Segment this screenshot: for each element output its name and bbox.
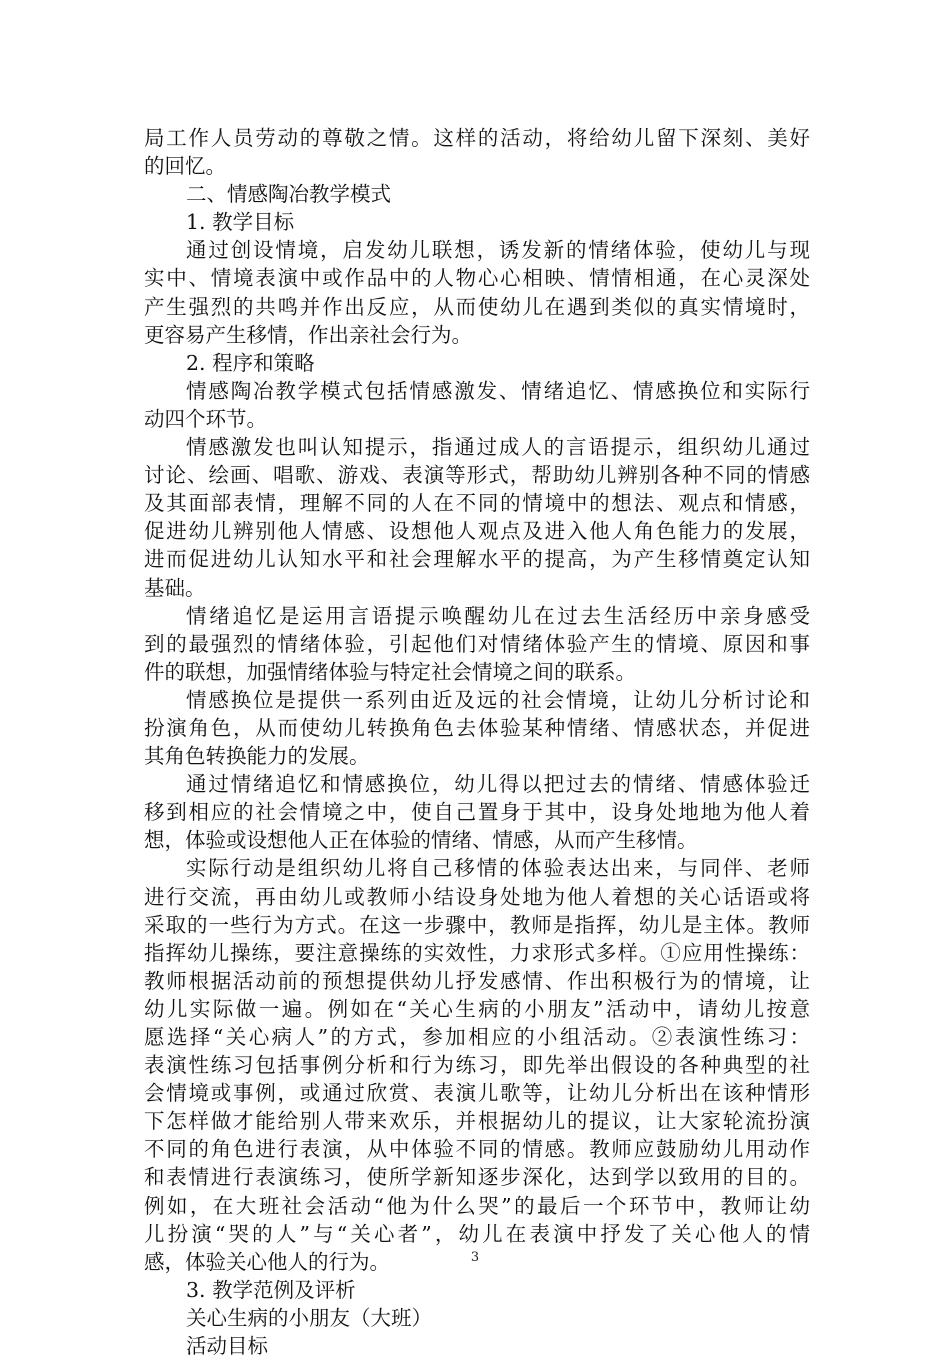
text-line: 指挥幼儿操练，要注意操练的实效性，力求形式多样。①应用性操练：	[144, 940, 810, 965]
text-line: 2. 程序和策略	[186, 350, 315, 375]
text-line: 通过创设情境，启发幼儿联想，诱发新的情绪体验，使幼儿与现	[186, 238, 810, 263]
text-line: 促进幼儿辨别他人情感、设想他人观点及进入他人角色能力的发展，	[144, 519, 810, 544]
text-line: 会情境或事例，或通过欣赏、表演儿歌等，让幼儿分析出在该种情形	[144, 1081, 810, 1106]
text-line: 局工作人员劳动的尊敬之情。这样的活动，将给幼儿留下深刻、美好	[144, 126, 810, 150]
text-line: 进行交流，再由幼儿或教师小结设身处地为他人着想的关心话语或将	[144, 884, 810, 909]
text-line: 想，体验或设想他人正在体验的情绪、情感，从而产生移情。	[144, 828, 698, 853]
text-line: 的回忆。	[144, 154, 226, 179]
text-line: 动四个环节。	[144, 406, 267, 431]
text-line: 及其面部表情，理解不同的人在不同的情境中的想法、观点和情感，	[144, 491, 810, 516]
text-line: 教师根据活动前的预想提供幼儿抒发感情、作出积极行为的情境，让	[144, 968, 810, 993]
text-line: 实际行动是组织幼儿将自己移情的体验表达出来，与同伴、老师	[186, 856, 810, 881]
text-line: 情感换位是提供一系列由近及远的社会情境，让幼儿分析讨论和	[186, 687, 810, 712]
text-line: 例如，在大班社会活动“他为什么哭”的最后一个环节中，教师让幼	[144, 1193, 810, 1218]
text-line: 幼儿实际做一遍。例如在“关心生病的小朋友”活动中，请幼儿按意	[144, 996, 810, 1021]
text-line: 3. 教学范例及评析	[186, 1277, 356, 1302]
text-line: 进而促进幼儿认知水平和社会理解水平的提高，为产生移情奠定认知	[144, 547, 810, 572]
page-number: 3	[470, 1250, 480, 1265]
text-line: 愿选择“关心病人”的方式，参加相应的小组活动。②表演性练习：	[144, 1025, 810, 1049]
text-line: 通过情绪追忆和情感换位，幼儿得以把过去的情绪、情感体验迁	[186, 772, 810, 797]
text-line: 儿扮演“哭的人”与“关心者”，幼儿在表演中抒发了关心他人的情	[144, 1221, 810, 1246]
text-line: 关心生病的小朋友（大班）	[186, 1305, 432, 1330]
text-line: 采取的一些行为方式。在这一步骤中，教师是指挥，幼儿是主体。教师	[144, 912, 810, 937]
text-line: 感，体验关心他人的行为。	[144, 1249, 390, 1274]
text-line: 扮演角色，从而使幼儿转换角色去体验某种情绪、情感状态，并促进	[144, 715, 810, 740]
body-text	[144, 124, 810, 1360]
text-line: 件的联想，加强情绪体验与特定社会情境之间的联系。	[144, 659, 636, 684]
text-line: 讨论、绘画、唱歌、游戏、表演等形式，帮助幼儿辨别各种不同的情感	[144, 463, 810, 488]
text-line: 更容易产生移情，作出亲社会行为。	[144, 322, 472, 347]
text-line: 二、情感陶冶教学模式	[186, 182, 391, 207]
text-line: 产生强烈的共鸣并作出反应，从而使幼儿在遇到类似的真实情境时，	[144, 294, 810, 319]
text-line: 移到相应的社会情境之中，使自己置身于其中，设身处地地为他人着	[144, 800, 810, 825]
text-line: 和表情进行表演练习，使所学新知逐步深化，达到学以致用的目的。	[144, 1165, 810, 1190]
text-line: 1. 教学目标	[186, 210, 295, 235]
text-line: 情绪追忆是运用言语提示唤醒幼儿在过去生活经历中亲身感受	[186, 603, 810, 628]
text-line: 基础。	[144, 575, 206, 600]
text-line: 情感陶冶教学模式包括情感激发、情绪追忆、情感换位和实际行	[186, 378, 810, 403]
text-line: 情感激发也叫认知提示，指通过成人的言语提示，组织幼儿通过	[186, 435, 810, 460]
text-line: 不同的角色进行表演，从中体验不同的情感。教师应鼓励幼儿用动作	[144, 1137, 810, 1162]
text-line: 表演性练习包括事例分析和行为练习，即先举出假设的各种典型的社	[144, 1053, 810, 1078]
text-line: 到的最强烈的情绪体验，引起他们对情绪体验产生的情境、原因和事	[144, 631, 810, 656]
text-line: 其角色转换能力的发展。	[144, 744, 370, 769]
text-line: 下怎样做才能给别人带来欢乐，并根据幼儿的提议，让大家轮流扮演	[144, 1109, 810, 1134]
text-line: 活动目标	[186, 1334, 268, 1359]
text-line: 实中、情境表演中或作品中的人物心心相映、情情相通，在心灵深处	[144, 266, 810, 291]
